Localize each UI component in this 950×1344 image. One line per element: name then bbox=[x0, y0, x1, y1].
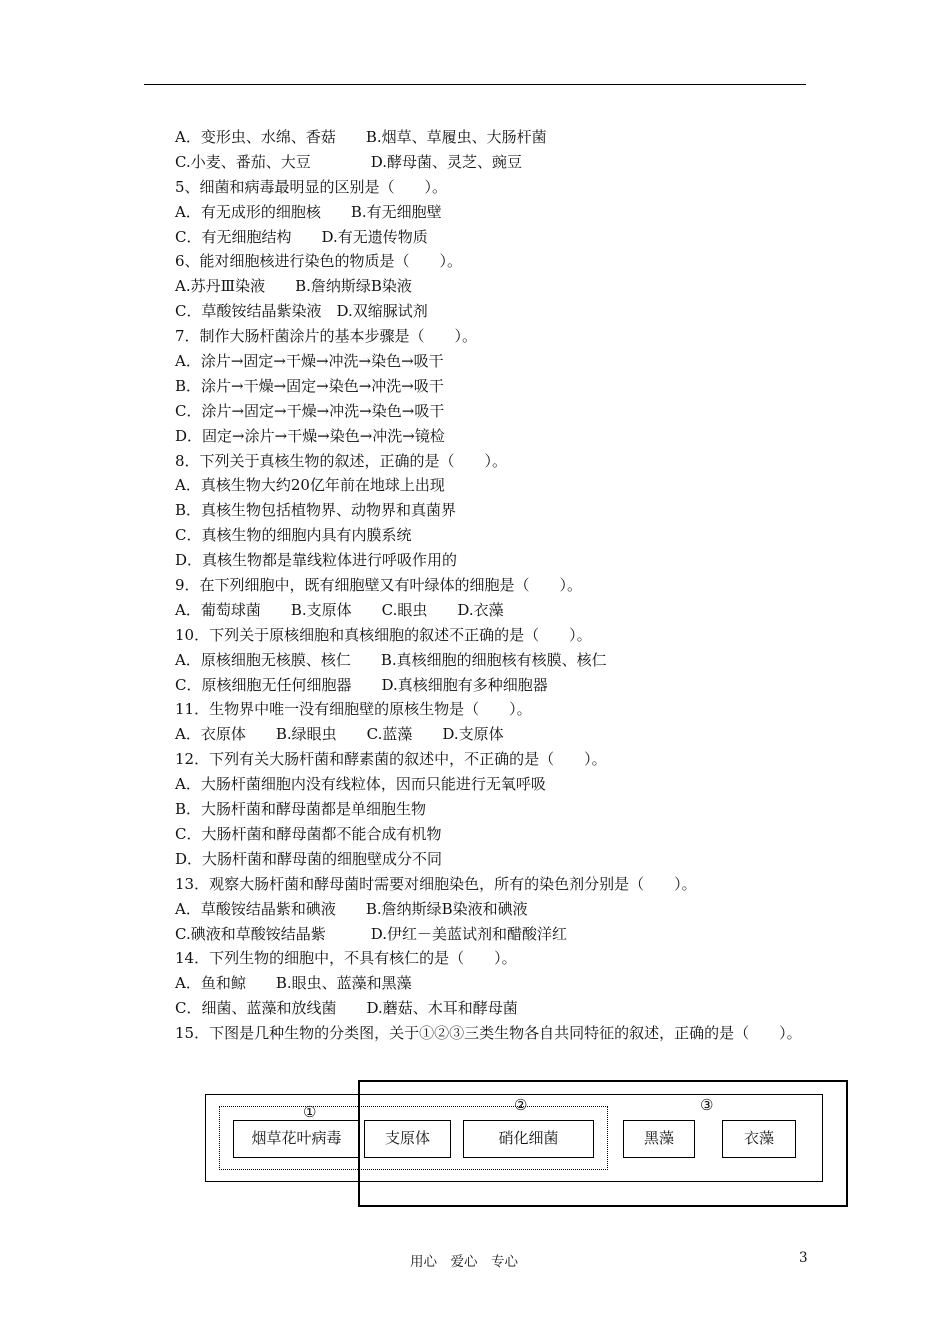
text-line: A．变形虫、水绵、香菇 B.烟草、草履虫、大肠杆菌 bbox=[175, 128, 547, 146]
text-line: D．真核生物都是靠线粒体进行呼吸作用的 bbox=[175, 551, 458, 570]
question-8: 8．下列关于真核生物的叙述，正确的是（ ）。 bbox=[175, 451, 508, 470]
header-rule bbox=[144, 84, 806, 85]
question-10: 10．下列关于原核细胞和真核细胞的叙述不正确的是（ ）。 bbox=[175, 625, 592, 644]
text-line: A．衣原体 B.绿眼虫 C.蓝藻 D.支原体 bbox=[175, 725, 504, 744]
text-line: A．葡萄球菌 B.支原体 C.眼虫 D.衣藻 bbox=[175, 600, 504, 619]
text-line: A．涂片→固定→干燥→冲洗→染色→吸干 bbox=[175, 352, 444, 371]
question-11: 11．生物界中唯一没有细胞壁的原核生物是（ ）。 bbox=[175, 700, 532, 719]
organism-mycoplasma: 支原体 bbox=[364, 1120, 451, 1158]
text-line: C．有无细胞结构 D.有无遗传物质 bbox=[175, 227, 428, 246]
group-1-frame bbox=[219, 1106, 608, 1170]
group-2-label: ② bbox=[514, 1096, 528, 1114]
text-line: D．固定→涂片→干燥→染色→冲洗→镜检 bbox=[175, 426, 445, 445]
text-line: C．真核生物的细胞内具有内膜系统 bbox=[175, 526, 412, 545]
text-line: C.小麦、番茄、大豆 D.酵母菌、灵芝、豌豆 bbox=[175, 152, 522, 171]
organism-tobacco-mosaic-virus: 烟草花叶病毒 bbox=[233, 1120, 360, 1158]
text-line: D．大肠杆菌和酵母菌的细胞壁成分不同 bbox=[175, 849, 443, 868]
question-6: 6、能对细胞核进行染色的物质是（ ）。 bbox=[175, 252, 463, 271]
text-line: B．大肠杆菌和酵母菌都是单细胞生物 bbox=[175, 800, 427, 819]
organism-chlamydomonas: 衣藻 bbox=[722, 1120, 796, 1158]
text-line: C．细菌、蓝藻和放线菌 D.蘑菇、木耳和酵母菌 bbox=[175, 999, 518, 1018]
group-1-label: ① bbox=[303, 1103, 317, 1121]
text-line: A．真核生物大约20亿年前在地球上出现 bbox=[175, 476, 445, 495]
question-15: 15．下图是几种生物的分类图，关于①②③三类生物各自共同特征的叙述，正确的是（ ）。 bbox=[175, 1024, 802, 1043]
group-3-label: ③ bbox=[700, 1096, 714, 1114]
text-line: C．草酸铵结晶紫染液 D.双缩脲试剂 bbox=[175, 302, 428, 321]
organism-hydrilla: 黑藻 bbox=[623, 1120, 695, 1158]
text-line: A．有无成形的细胞核 B.有无细胞壁 bbox=[175, 202, 442, 221]
text-line: B．涂片→干燥→固定→染色→冲洗→吸干 bbox=[175, 376, 444, 395]
text-line: A．大肠杆菌细胞内没有线粒体，因而只能进行无氧呼吸 bbox=[175, 775, 546, 794]
outer-frame bbox=[205, 1094, 823, 1182]
text-line: B．真核生物包括植物界、动物界和真菌界 bbox=[175, 501, 457, 520]
question-14: 14．下列生物的细胞中，不具有核仁的是（ ）。 bbox=[175, 949, 517, 968]
group-3-frame bbox=[358, 1080, 848, 1207]
question-5: 5、细菌和病毒最明显的区别是（ ）。 bbox=[175, 177, 448, 196]
text-line: A．草酸铵结晶紫和碘液 B.詹纳斯绿B染液和碘液 bbox=[175, 899, 528, 918]
text-line: C．涂片→固定→干燥→冲洗→染色→吸干 bbox=[175, 401, 445, 420]
question-12: 12．下列有关大肠杆菌和酵素菌的叙述中，不正确的是（ ）。 bbox=[175, 750, 607, 769]
organism-nitrifying-bacteria: 硝化细菌 bbox=[463, 1120, 594, 1158]
question-text bbox=[175, 125, 815, 1046]
question-13: 13．观察大肠杆菌和酵母菌时需要对细胞染色，所有的染色剂分别是（ ）。 bbox=[175, 874, 697, 893]
text-line: C．原核细胞无任何细胞器 D.真核细胞有多种细胞器 bbox=[175, 675, 548, 694]
page-number: 3 bbox=[799, 1250, 808, 1266]
footer-text: 用心 爱心 专心 bbox=[410, 1254, 518, 1270]
text-line: A.苏丹Ⅲ染液 B.詹纳斯绿B染液 bbox=[175, 277, 412, 296]
text-line: C．大肠杆菌和酵母菌都不能合成有机物 bbox=[175, 824, 442, 843]
text-line: A．鱼和鲸 B.眼虫、蓝藻和黑藻 bbox=[175, 974, 412, 993]
question-9: 9．在下列细胞中，既有细胞壁又有叶绿体的细胞是（ ）。 bbox=[175, 576, 583, 595]
question-7: 7．制作大肠杆菌涂片的基本步骤是（ ）。 bbox=[175, 327, 478, 346]
text-line: A．原核细胞无核膜、核仁 B.真核细胞的细胞核有核膜、核仁 bbox=[175, 650, 607, 669]
text-line: C.碘液和草酸铵结晶紫 D.伊红－美蓝试剂和醋酸洋红 bbox=[175, 924, 567, 943]
